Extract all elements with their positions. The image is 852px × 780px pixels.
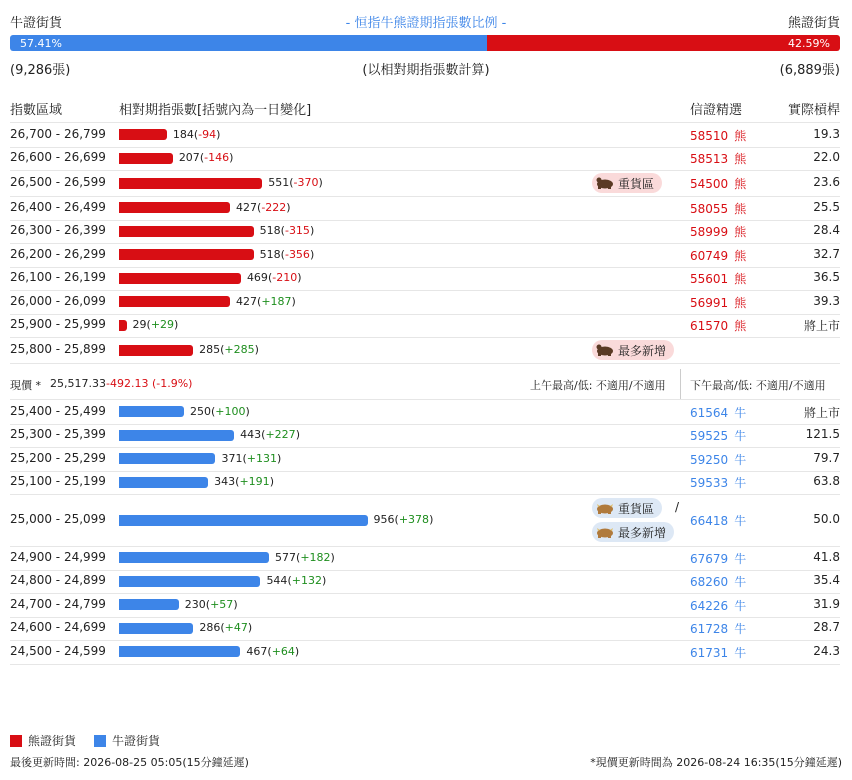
index-range: 26,000 - 26,099 [10, 293, 106, 308]
ratio-bear-segment [487, 35, 841, 51]
effective-leverage: 將上市 [803, 405, 840, 420]
table-row [10, 267, 840, 292]
table-row [10, 290, 840, 315]
legend-bear-label: 熊證街貨 [28, 734, 77, 748]
effective-leverage: 將上市 [803, 319, 840, 334]
price-change: -492.13 (-1.9%) [106, 377, 193, 390]
change-value: -370 [293, 176, 319, 189]
quantity-value: 544(+132) [266, 574, 327, 588]
count-value: 518 [259, 224, 281, 238]
ratio-bar [10, 35, 840, 51]
badge-label: 最多新增 [618, 343, 667, 358]
warrant-pick[interactable] [690, 404, 746, 421]
warrant-code: 61728 [690, 622, 729, 637]
index-range: 24,800 - 24,899 [10, 573, 106, 588]
quantity-value: 371(+131) [221, 451, 282, 465]
warrant-code: 67679 [690, 551, 729, 566]
effective-leverage: 79.7 [813, 450, 840, 465]
index-range: 24,600 - 24,699 [10, 620, 106, 635]
count-value: 371 [221, 451, 243, 465]
warrant-code: 60749 [690, 248, 729, 263]
quantity-value: 427(+187) [236, 294, 296, 308]
change-value: -146 [204, 151, 230, 165]
quantity-bar [119, 646, 240, 657]
warrant-pick[interactable] [690, 550, 746, 567]
effective-leverage: 50.0 [813, 512, 840, 526]
index-range: 26,700 - 26,799 [10, 126, 106, 141]
count-value: 551 [268, 176, 290, 189]
index-range: 26,100 - 26,199 [10, 270, 106, 285]
effective-leverage: 35.4 [813, 573, 840, 588]
bull-street-label: 牛證街貨 [10, 16, 63, 31]
index-range: 26,300 - 26,399 [10, 223, 106, 238]
badge-label: 重貨區 [618, 501, 655, 516]
warrant-pick[interactable] [690, 150, 746, 167]
ratio-title: - 恒指牛熊證期指張數比例 - [345, 16, 507, 31]
warrant-type: 牛 [734, 551, 747, 566]
change-value: +100 [215, 404, 246, 418]
index-range: 25,200 - 25,299 [10, 450, 106, 465]
warrant-pick[interactable] [690, 127, 746, 144]
quantity-bar [119, 226, 254, 237]
warrant-pick[interactable] [690, 270, 746, 287]
change-value: +285 [224, 343, 255, 356]
count-value: 286 [199, 621, 221, 635]
quantity-value: 250(+100) [190, 404, 250, 418]
bull-count: (9,286張) [10, 63, 71, 78]
table-row [10, 170, 840, 197]
count-value: 467 [246, 644, 268, 658]
change-value: -94 [198, 127, 217, 141]
warrant-pick[interactable] [690, 597, 746, 614]
index-range: 26,400 - 26,499 [10, 199, 106, 214]
quantity-bar [119, 345, 193, 356]
price-label: 現價 * [10, 379, 41, 392]
change-value: +191 [239, 475, 270, 489]
quantity-bar [119, 623, 193, 634]
warrant-code: 66418 [690, 514, 729, 528]
quantity-value: 518(-315) [259, 224, 315, 238]
table-row [10, 196, 840, 221]
table-row [10, 314, 840, 339]
warrant-type: 牛 [734, 452, 747, 467]
quantity-bar [119, 129, 167, 140]
index-range: 26,600 - 26,699 [10, 150, 106, 165]
badge-label: 最多新增 [618, 525, 667, 540]
bull-percent: 57.41% [20, 36, 62, 50]
warrant-code: 56991 [690, 295, 729, 310]
effective-leverage: 31.9 [813, 596, 840, 611]
warrant-type: 牛 [734, 645, 747, 660]
bear-icon [596, 344, 614, 356]
index-range: 25,800 - 25,899 [10, 342, 106, 356]
warrant-type: 牛 [734, 575, 747, 590]
effective-leverage: 63.8 [813, 474, 840, 489]
count-value: 544 [266, 574, 288, 588]
warrant-type: 牛 [734, 598, 747, 613]
legend-bull-label: 牛證街貨 [112, 734, 161, 748]
warrant-pick[interactable] [690, 247, 746, 264]
bear-percent: 42.59% [788, 36, 830, 50]
bear-street-label: 熊證街貨 [787, 16, 840, 31]
count-value: 956 [373, 513, 395, 526]
quantity-value: 286(+47) [199, 621, 253, 635]
change-value: +57 [210, 597, 234, 611]
index-range: 25,100 - 25,199 [10, 474, 106, 489]
warrant-pick[interactable] [690, 573, 746, 590]
quantity-value: 184(-94) [172, 127, 221, 141]
effective-leverage: 25.5 [813, 199, 840, 214]
warrant-pick[interactable] [690, 644, 746, 661]
table-row [10, 546, 840, 571]
price-line [10, 369, 840, 400]
table-row [10, 337, 840, 364]
index-range: 24,500 - 24,599 [10, 643, 106, 658]
table-row [10, 570, 840, 595]
warrant-pick[interactable] [690, 223, 746, 240]
quantity-bar [119, 430, 234, 441]
legend-bull-swatch [94, 735, 106, 747]
effective-leverage: 36.5 [813, 270, 840, 285]
warrant-code: 58510 [690, 128, 729, 143]
bull-icon [596, 502, 614, 514]
quantity-bar [119, 576, 260, 587]
warrant-pick[interactable] [690, 451, 746, 468]
zone-badge [592, 522, 674, 542]
effective-leverage: 121.5 [805, 427, 840, 442]
quantity-value: 469(-210) [246, 271, 302, 285]
count-value: 469 [246, 271, 268, 285]
warrant-code: 61731 [690, 645, 729, 660]
last-update: 最後更新時間: 2026-08-25 05:05(15分鐘延遲) [10, 756, 249, 769]
effective-leverage: 41.8 [813, 549, 840, 564]
table-row [10, 400, 840, 425]
count-value: 427 [236, 294, 258, 308]
price-value: 25,517.33 [50, 377, 106, 390]
effective-leverage: 23.6 [813, 175, 840, 189]
count-value: 207 [178, 151, 200, 165]
change-value: +47 [224, 621, 248, 635]
header-qty: 相對期指張數[括號內為一日變化] [119, 103, 312, 118]
legend [10, 732, 160, 749]
effective-leverage: 39.3 [813, 293, 840, 308]
zone-badge [592, 498, 662, 518]
quantity-bar [119, 453, 215, 464]
quantity-bar [119, 249, 254, 260]
count-value: 29 [132, 318, 147, 332]
warrant-type: 熊 [734, 295, 747, 310]
warrant-type: 熊 [734, 248, 747, 263]
quantity-value: 467(+64) [246, 644, 300, 658]
price-update: *現價更新時間為 2026-08-24 16:35(15分鐘延遲) [590, 756, 842, 769]
bull-icon [596, 526, 614, 538]
change-value: +29 [150, 318, 175, 332]
warrant-type: 牛 [734, 622, 747, 637]
warrant-code: 54500 [690, 177, 729, 191]
index-range: 26,200 - 26,299 [10, 246, 106, 261]
count-value: 518 [259, 247, 281, 261]
warrant-code: 58055 [690, 201, 729, 216]
quantity-bar [119, 515, 368, 526]
quantity-bar [119, 296, 230, 307]
warrant-type: 熊 [734, 201, 747, 216]
quantity-bar [119, 153, 173, 164]
count-value: 230 [184, 597, 206, 611]
warrant-type: 熊 [734, 272, 747, 287]
am-high-low: 上午最高/低: 不適用/不適用 [530, 379, 666, 392]
quantity-value: 285(+285) [199, 343, 259, 356]
warrant-code: 58513 [690, 152, 729, 167]
quantity-bar [119, 599, 179, 610]
warrant-type: 牛 [734, 405, 747, 420]
change-value: +182 [300, 550, 331, 564]
quantity-bar [119, 406, 184, 417]
warrant-code: 64226 [690, 598, 729, 613]
warrant-pick[interactable] [690, 620, 746, 637]
change-value: +64 [271, 644, 295, 658]
change-value: -210 [272, 271, 298, 285]
table-row [10, 494, 840, 547]
quantity-value: 956(+378) [373, 513, 434, 526]
table-row [10, 593, 840, 618]
change-value: +132 [291, 574, 322, 588]
pm-high-low: 下午最高/低: 不適用/不適用 [690, 379, 826, 392]
effective-leverage: 19.3 [813, 126, 840, 141]
warrant-type: 熊 [734, 225, 747, 240]
change-value: +187 [261, 294, 292, 308]
warrant-type: 熊 [734, 152, 747, 167]
warrant-code: 59525 [690, 429, 729, 444]
warrant-pick[interactable] [690, 200, 746, 217]
zone-badge [592, 340, 674, 360]
bear-count: (6,889張) [779, 63, 840, 78]
warrant-pick[interactable] [690, 512, 746, 529]
count-value: 184 [172, 127, 194, 141]
warrant-code: 58999 [690, 225, 729, 240]
badge-label: 重貨區 [618, 176, 655, 191]
zone-badge [592, 173, 662, 193]
quantity-value: 29(+29) [132, 318, 179, 332]
quantity-value: 518(-356) [259, 247, 315, 261]
header-strike: 信證精選 [690, 103, 743, 118]
warrant-type: 熊 [734, 177, 747, 191]
effective-leverage: 28.4 [813, 223, 840, 238]
badge-separator: / [675, 500, 680, 514]
table-row [10, 220, 840, 245]
table-row [10, 424, 840, 449]
warrant-pick[interactable] [690, 294, 746, 311]
quantity-bar [119, 178, 262, 189]
change-value: +227 [265, 428, 296, 442]
index-range: 24,700 - 24,799 [10, 596, 106, 611]
quantity-bar [119, 320, 127, 331]
warrant-pick[interactable] [690, 474, 746, 491]
effective-leverage: 28.7 [813, 620, 840, 635]
count-value: 285 [199, 343, 221, 356]
quantity-value: 577(+182) [275, 550, 335, 564]
warrant-pick[interactable] [690, 317, 746, 334]
count-value: 443 [240, 428, 262, 442]
index-range: 24,900 - 24,999 [10, 549, 106, 564]
bear-icon [596, 177, 614, 189]
table-row [10, 147, 840, 172]
warrant-type: 熊 [734, 319, 747, 334]
warrant-type: 牛 [734, 476, 747, 491]
index-range: 25,000 - 25,099 [10, 512, 106, 526]
quantity-value: 207(-146) [178, 151, 234, 165]
quantity-bar [119, 202, 230, 213]
price-divider [680, 369, 681, 399]
warrant-code: 59533 [690, 476, 729, 491]
count-value: 250 [190, 404, 211, 418]
effective-leverage: 32.7 [813, 246, 840, 261]
change-value: +131 [246, 451, 277, 465]
header-range: 指數區域 [10, 103, 63, 118]
ratio-bull-segment [10, 35, 487, 51]
warrant-type: 牛 [734, 514, 747, 528]
table-row [10, 123, 840, 148]
index-range: 26,500 - 26,599 [10, 175, 106, 189]
count-value: 577 [275, 550, 297, 564]
index-range: 25,300 - 25,399 [10, 427, 106, 442]
change-value: -356 [284, 247, 310, 261]
table-row [10, 640, 840, 665]
warrant-pick[interactable] [690, 175, 746, 192]
table-row [10, 243, 840, 268]
quantity-bar [119, 552, 269, 563]
count-value: 343 [214, 475, 236, 489]
header-leverage: 實際槓桿 [787, 103, 840, 118]
warrant-type: 熊 [734, 128, 747, 143]
warrant-code: 68260 [690, 575, 729, 590]
quantity-value: 343(+191) [214, 475, 274, 489]
index-range: 25,900 - 25,999 [10, 317, 106, 332]
legend-bear-swatch [10, 735, 22, 747]
table-row [10, 617, 840, 642]
warrant-type: 牛 [734, 429, 747, 444]
table-row [10, 471, 840, 496]
warrant-code: 61570 [690, 319, 729, 334]
quantity-value: 551(-370) [268, 176, 323, 189]
warrant-code: 59250 [690, 452, 729, 467]
change-value: -222 [261, 200, 287, 214]
effective-leverage: 24.3 [813, 643, 840, 658]
quantity-value: 443(+227) [240, 428, 300, 442]
quantity-value: 230(+57) [184, 597, 238, 611]
index-range: 25,400 - 25,499 [10, 403, 106, 418]
change-value: +378 [398, 513, 430, 526]
effective-leverage: 22.0 [813, 150, 840, 165]
quantity-value: 427(-222) [236, 200, 291, 214]
quantity-bar [119, 273, 241, 284]
warrant-pick[interactable] [690, 427, 746, 444]
change-value: -315 [284, 224, 310, 238]
count-value: 427 [236, 200, 258, 214]
quantity-bar [119, 477, 208, 488]
warrant-code: 61564 [690, 405, 729, 420]
ratio-note: (以相對期指張數計算) [362, 63, 490, 78]
warrant-code: 55601 [690, 272, 729, 287]
table-row [10, 447, 840, 472]
